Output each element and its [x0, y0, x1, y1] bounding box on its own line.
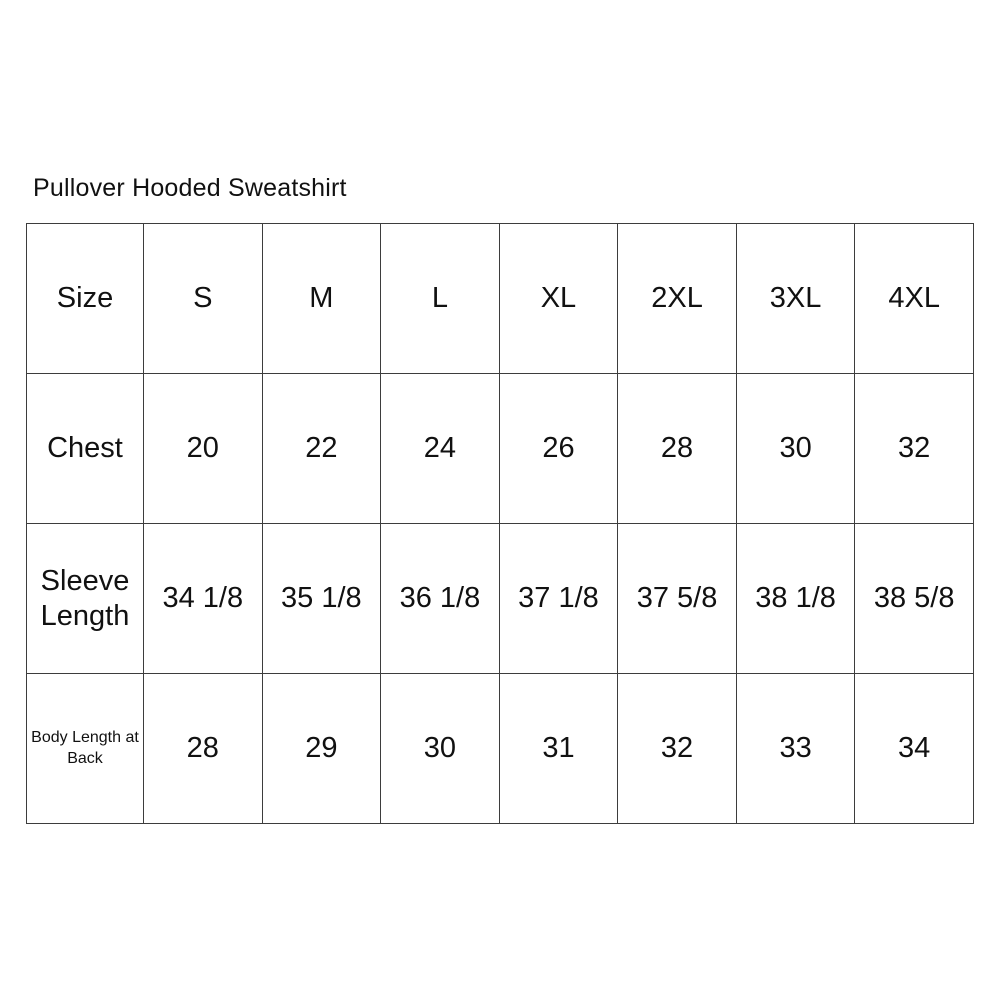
size-chart-cell: 20 [144, 374, 263, 524]
size-chart-cell: 28 [144, 674, 263, 824]
size-chart-table [26, 223, 974, 824]
row-label-sleeve-length: Sleeve Length [27, 524, 144, 674]
size-chart-cell: 28 [618, 374, 737, 524]
column-header-size: Size [27, 224, 144, 374]
header-row [27, 224, 974, 374]
column-header-2xl: 2XL [618, 224, 737, 374]
size-chart-cell: 26 [499, 374, 618, 524]
column-header-m: M [262, 224, 381, 374]
column-header-3xl: 3XL [736, 224, 855, 374]
size-chart-cell: 29 [262, 674, 381, 824]
size-chart-cell: 30 [381, 674, 500, 824]
size-chart-cell: 33 [736, 674, 855, 824]
size-chart-cell: 34 1/8 [144, 524, 263, 674]
size-chart-cell: 35 1/8 [262, 524, 381, 674]
table-row-sleeve-length [27, 524, 974, 674]
row-label-chest: Chest [27, 374, 144, 524]
column-header-xl: XL [499, 224, 618, 374]
size-chart-cell: 32 [618, 674, 737, 824]
size-chart-cell: 36 1/8 [381, 524, 500, 674]
table-row-chest [27, 374, 974, 524]
size-chart-cell: 22 [262, 374, 381, 524]
table-row-body-length-at-back [27, 674, 974, 824]
column-header-s: S [144, 224, 263, 374]
column-header-l: L [381, 224, 500, 374]
column-header-4xl: 4XL [855, 224, 974, 374]
page-title: Pullover Hooded Sweatshirt [33, 174, 347, 202]
size-chart-cell: 38 5/8 [855, 524, 974, 674]
size-chart-cell: 30 [736, 374, 855, 524]
size-chart-cell: 24 [381, 374, 500, 524]
size-chart-cell: 32 [855, 374, 974, 524]
size-chart-cell: 34 [855, 674, 974, 824]
size-chart-cell: 37 5/8 [618, 524, 737, 674]
size-chart-cell: 31 [499, 674, 618, 824]
size-chart-cell: 38 1/8 [736, 524, 855, 674]
row-label-body-length-at-back: Body Length at Back [27, 674, 144, 824]
size-chart-cell: 37 1/8 [499, 524, 618, 674]
